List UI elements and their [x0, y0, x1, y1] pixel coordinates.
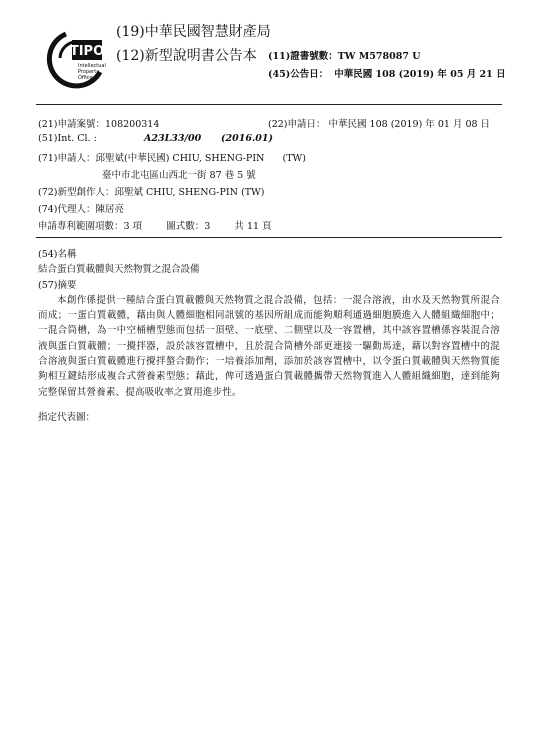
intcl-value: A23L33/00 (2016.01)	[144, 133, 273, 144]
filing-date: (22)申請日： 中華民國 108 (2019) 年 01 月 08 日	[268, 119, 491, 130]
logo-text: TIPO	[69, 44, 105, 59]
representative-figure-label: 指定代表圖：	[38, 411, 96, 423]
logo-sub-3: Office	[78, 75, 93, 81]
applicant: (71)申請人：邱聖斌(中華民國) CHIU, SHENG-PIN (TW)	[38, 153, 307, 164]
cert-label: (11)證書號數：	[268, 51, 338, 62]
claims-summary: 申請專利範圍項數：3 項 圖式數：3 共 11 頁	[38, 221, 272, 232]
creator: (72)新型創作人：邱聖斌 CHIU, SHENG-PIN (TW)	[38, 187, 265, 198]
cert-number: TW M578087 U	[337, 51, 421, 62]
abstract-body: 本創作係提供一種結合蛋白質載體與天然物質之混合設備，包括：一混合溶液，由水及天然物質所混合而成；一蛋白質載體，藉由與人體細胞相同訊號的基因所組成而能夠順利通過細胞膜進入人體組織細胞中；一混合筒槽，為一中空桶槽型態而包括一頂壁、一底壁、二側壁以及一容置槽，其中該容置槽係容裝混合溶液與蛋白質載體；一攪拌器，設於該容置槽中，且於混合筒槽外部更連接一驅動馬達，藉以對容置槽中的混合溶液與蛋白質載體進行攪拌螯合動作；一培養添加劑，添加於該容置槽中，以令蛋白質載體與天然物質能夠相互鍵結形成複合式營養素型態；藉此，俾可透過蛋白質載體攜帶天然物質進入人體組織細胞，達到能夠完整保留其營養素、提高吸收率之實用進步性。	[38, 294, 500, 398]
applicant-address: 臺中市北屯區山西北一街 87 巷 5 號	[102, 170, 256, 181]
pub-label: (45)公告日：	[268, 69, 329, 80]
office-name: (19)中華民國智慧財產局	[116, 24, 271, 40]
abstract-section	[38, 247, 500, 425]
application-number: (21)申請案號：108200314	[38, 119, 160, 130]
tipo-logo	[46, 28, 108, 90]
pub-date: 中華民國 108 (2019) 年 05 月 21 日	[334, 69, 506, 80]
abstract-label: (57)摘要	[38, 279, 77, 291]
name-label: (54)名稱	[38, 249, 77, 260]
logo-sub-1: Intellectual	[78, 63, 106, 69]
agent: (74)代理人：陳居亮	[38, 204, 125, 215]
header-divider	[36, 104, 502, 105]
intcl-label: (51)Int. Cl. :	[38, 133, 97, 144]
biblio-divider	[36, 237, 502, 238]
doc-type: (12)新型說明書公告本	[116, 48, 257, 64]
utility-title: 結合蛋白質載體與天然物質之混合設備	[38, 264, 200, 276]
logo-sub-2: Property	[78, 69, 100, 75]
